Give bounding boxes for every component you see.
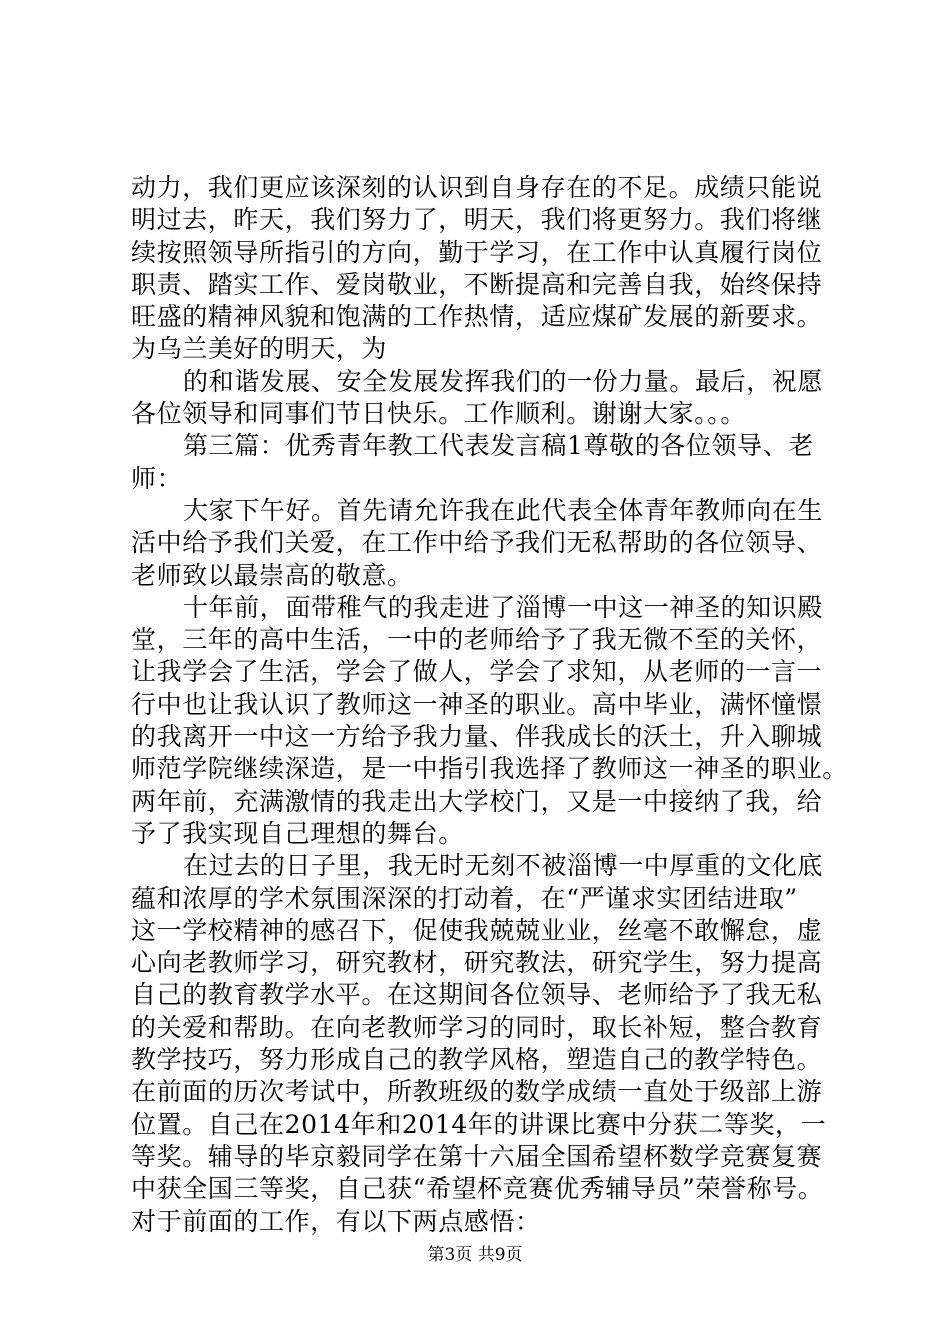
text-line: 大家下午好。首先请允许我在此代表全体青年教师向在生 (183, 495, 824, 525)
text-line: 续按照领导所指引的方向，勤于学习，在工作中认真履行岗位 (131, 237, 823, 267)
text-line: 师： (131, 463, 183, 493)
text-line: 职责、踏实工作、爱岗敬业，不断提高和完善自我，始终保持 (131, 269, 823, 299)
text-line: 师范学院继续深造，是一中指引我选择了教师这一神圣的职业。 (131, 754, 848, 784)
text-line: 的关爱和帮助。在向老教师学习的同时，取长补短，整合教育 (131, 1012, 823, 1042)
text-line: 等奖。辅导的毕京毅同学在第十六届全国希望杯数学竞赛复赛 (131, 1141, 823, 1171)
text-line: 堂，三年的高中生活，一中的老师给予了我无微不至的关怀， (131, 625, 823, 655)
text-line: 十年前，面带稚气的我走进了淄博一中这一神圣的知识殿 (183, 592, 824, 622)
text-line: 在前面的历次考试中，所教班级的数学成绩一直处于级部上游 (131, 1077, 823, 1107)
text-line: 为乌兰美好的明天，为 (131, 334, 388, 364)
text-line: 两年前，充满激情的我走出大学校门，又是一中接纳了我，给 (131, 786, 823, 816)
text-line: 这一学校精神的感召下，促使我兢兢业业，丝毫不敢懈怠，虚 (131, 915, 823, 945)
text-line: 在过去的日子里，我无时无刻不被淄博一中厚重的文化底 (183, 851, 824, 881)
text-line: 老师致以最崇高的敬意。 (131, 560, 413, 590)
text-line: 行中也让我认识了教师这一神圣的职业。高中毕业，满怀憧憬 (131, 689, 823, 719)
text-line: 活中给予我们关爱，在工作中给予我们无私帮助的各位领导、 (131, 528, 823, 558)
text-line: 的和谐发展、安全发展发挥我们的一份力量。最后，祝愿 (183, 366, 824, 396)
text-line: 中获全国三等奖，自己获“希望杯竞赛优秀辅导员”荣誉称号。 (131, 1174, 824, 1204)
text-line: 对于前面的工作，有以下两点感悟： (131, 1206, 541, 1236)
text-line: 蕴和浓厚的学术氛围深深的打动着，在“严谨求实团结进取” (131, 883, 798, 913)
text-line: 让我学会了生活，学会了做人，学会了求知，从老师的一言一 (131, 657, 823, 687)
text-line: 的我离开一中这一方给予我力量、伴我成长的沃土，升入聊城 (131, 722, 823, 752)
text-line: 各位领导和同事们节日快乐。工作顺利。谢谢大家。。。 (131, 399, 747, 429)
text-line: 心向老教师学习，研究教材，研究教法，研究学生，努力提高 (131, 948, 823, 978)
text-line: 自己的教育教学水平。在这期间各位领导、老师给予了我无私 (131, 980, 823, 1010)
document-body (131, 172, 848, 1238)
text-line: 动力，我们更应该深刻的认识到自身存在的不足。成绩只能说 (131, 173, 823, 202)
text-line: 位置。自己在2014年和2014年的讲课比赛中分获二等奖，一 (131, 1109, 827, 1139)
page-footer: 第3页 共9页 (427, 1245, 523, 1265)
text-line: 明过去，昨天，我们努力了，明天，我们将更努力。我们将继 (131, 205, 823, 235)
text-line: 教学技巧，努力形成自己的教学风格，塑造自己的教学特色。 (131, 1045, 823, 1075)
text-line: 第三篇：优秀青年教工代表发言稿1尊敬的各位领导、老 (183, 431, 814, 461)
text-line: 旺盛的精神风貌和饱满的工作热情，适应煤矿发展的新要求。 (131, 302, 823, 332)
text-line: 予了我实现自己理想的舞台。 (131, 818, 464, 848)
